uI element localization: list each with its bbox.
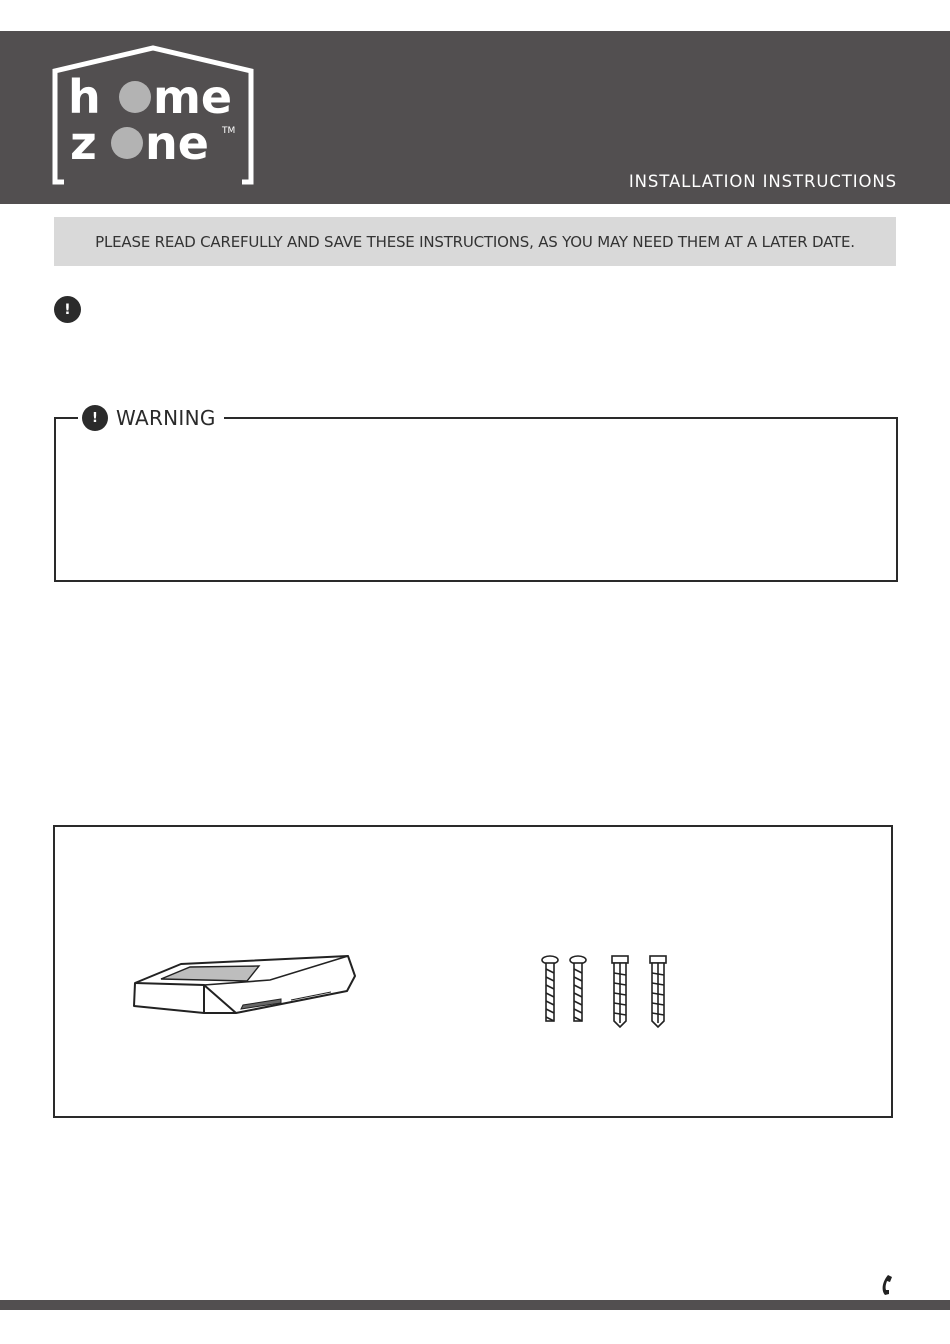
page-title: INSTALLATION INSTRUCTIONS	[628, 172, 897, 191]
svg-text:TM: TM	[222, 126, 236, 136]
svg-text:h: h	[68, 70, 101, 124]
home-zone-logo	[52, 45, 256, 185]
read-carefully-notice	[54, 217, 896, 266]
parts-list-box	[53, 825, 893, 1118]
warning-heading	[78, 405, 224, 431]
exclamation-icon: !	[82, 405, 108, 431]
svg-text:me: me	[153, 70, 233, 124]
warning-box	[54, 406, 898, 582]
svg-text:z: z	[70, 116, 97, 170]
phone-icon	[878, 1274, 894, 1296]
mounting-tray-icon	[131, 951, 359, 1023]
notice-text: PLEASE READ CAREFULLY AND SAVE THESE INSTRUCTIONS, AS YOU MAY NEED THEM AT A LATER DATE.	[95, 232, 855, 251]
warning-title: WARNING	[116, 406, 216, 430]
screws-and-wall-plugs-icon	[537, 955, 669, 1029]
footer-bar	[0, 1300, 950, 1310]
svg-text:ne: ne	[145, 116, 209, 170]
page-header	[0, 31, 950, 204]
exclamation-icon: !	[54, 296, 81, 323]
